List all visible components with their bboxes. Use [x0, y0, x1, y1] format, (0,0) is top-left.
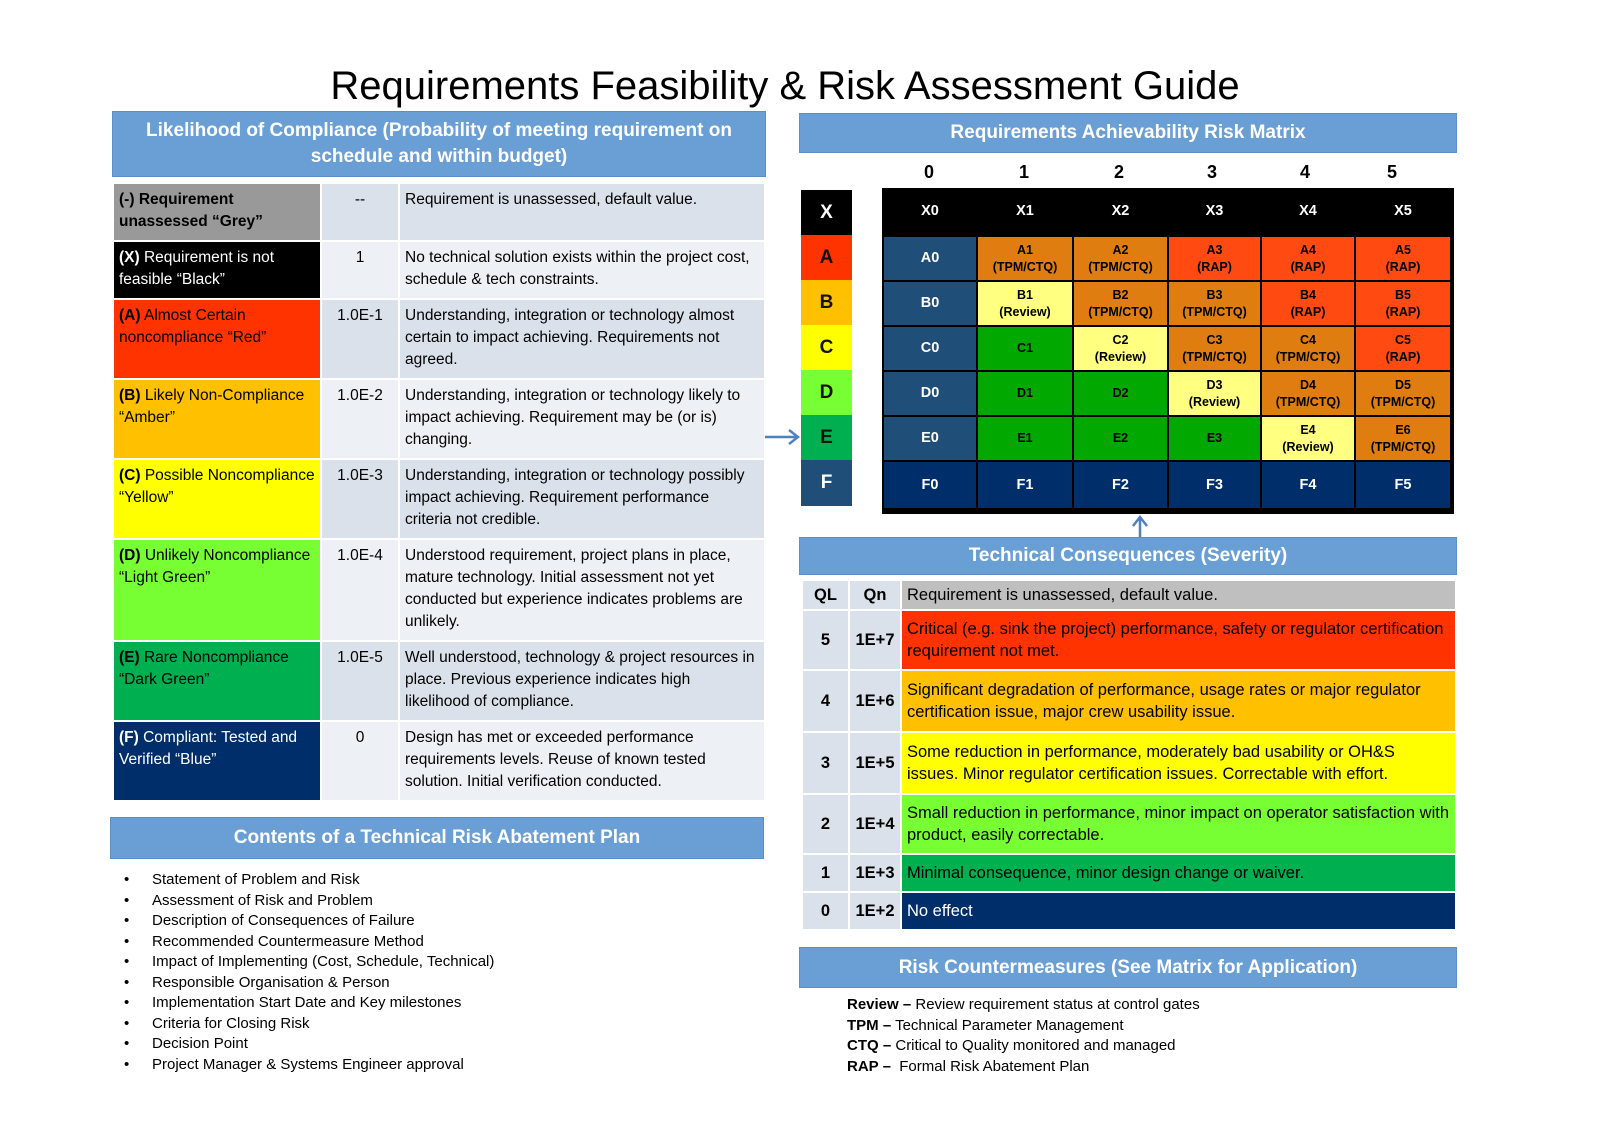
likelihood-probability: 0: [321, 721, 399, 801]
matrix-cell-content: [1386, 287, 1421, 321]
matrix-cell-id: B3: [1206, 287, 1223, 302]
matrix-cell-content: [921, 203, 939, 220]
matrix-column-number: 5: [1386, 162, 1397, 182]
matrix-cell-content: [1395, 477, 1412, 494]
matrix-cell-content: [1371, 377, 1436, 411]
matrix-cell-content: [921, 385, 940, 402]
matrix-cell: [978, 372, 1072, 415]
likelihood-level: [113, 721, 321, 801]
countermeasure-item: [847, 1016, 1200, 1037]
matrix-cell-countermeasure: (TPM/CTQ): [992, 259, 1058, 274]
matrix-row-label: B: [801, 280, 852, 326]
matrix-cell-id: B4: [1300, 287, 1316, 302]
matrix-cell-content: [1017, 385, 1033, 402]
matrix-cell-id: F0: [921, 476, 939, 493]
matrix-cell-id: F2: [1112, 476, 1129, 493]
likelihood-label: Likely Non-Compliance “Amber”: [119, 387, 305, 426]
matrix-column-number: 3: [1206, 162, 1217, 182]
likelihood-label: Compliant: Tested and Verified “Blue”: [119, 729, 298, 768]
matrix-row-label: F: [801, 460, 852, 506]
abatement-item: • Recommended Countermeasure Method: [122, 932, 494, 953]
likelihood-row: [113, 459, 765, 539]
matrix-column-number: 0: [923, 162, 934, 182]
qn-column-header: Qn: [849, 580, 901, 610]
matrix-row-label: E: [801, 415, 852, 461]
likelihood-row: [113, 539, 765, 641]
matrix-cell-id: D0: [920, 385, 940, 401]
matrix-cell-id: A3: [1206, 242, 1223, 257]
matrix-cell-countermeasure: (RAP): [1385, 304, 1421, 319]
consequence-row: [802, 892, 1456, 930]
matrix-row-label: C: [801, 325, 852, 371]
matrix-column-number: 1: [1018, 162, 1029, 182]
countermeasure-definition: Formal Risk Abatement Plan: [890, 1057, 1090, 1075]
countermeasure-definition: Technical Parameter Management: [891, 1016, 1124, 1034]
matrix-cell-countermeasure: (TPM/CTQ): [1275, 349, 1341, 364]
matrix-cell-countermeasure: (TPM/CTQ): [1182, 349, 1247, 364]
likelihood-description: Understanding, integration or technology likely to impact achieving. Requirement may be (or is) changing.: [399, 379, 765, 459]
consequence-ql: 5: [802, 610, 849, 670]
likelihood-description: No technical solution exists within the project cost, schedule & tech constraints.: [399, 241, 765, 299]
matrix-cell-id: X3: [1205, 203, 1224, 219]
matrix-cell-id: C5: [1395, 332, 1411, 347]
consequence-description: Small reduction in performance, minor impact on operator satisfaction with product, easily correctable.: [901, 794, 1456, 854]
consequences-table: [801, 579, 1457, 931]
matrix-cell-id: E1: [1017, 431, 1033, 445]
likelihood-level: [113, 539, 321, 641]
matrix-cell-content: [1282, 422, 1333, 456]
matrix-cell-content: [1113, 430, 1128, 447]
consequences-header-row: [802, 580, 1456, 610]
matrix-cell-content: [1291, 242, 1326, 276]
likelihood-probability: 1.0E-4: [321, 539, 399, 641]
matrix-cell-content: [999, 287, 1050, 321]
matrix-cell-id: B2: [1112, 287, 1129, 302]
matrix-cell-content: [1394, 203, 1412, 220]
consequence-qn: 1E+5: [849, 732, 901, 794]
unassessed-description: Requirement is unassessed, default value.: [901, 580, 1456, 610]
matrix-cell-id: E3: [1206, 431, 1223, 445]
matrix-cell-content: [1299, 203, 1317, 220]
matrix-cell-content: [1017, 340, 1033, 357]
matrix-cell: [978, 327, 1072, 370]
matrix-cell-content: [1112, 477, 1129, 494]
likelihood-level: [113, 641, 321, 721]
matrix-cell-id: X4: [1299, 203, 1317, 219]
likelihood-description: Well understood, technology & project resources in place. Previous experience indicates high likelihood of compliance.: [399, 641, 765, 721]
matrix-cell-countermeasure: (Review): [1188, 394, 1241, 409]
matrix-cell-id: D4: [1300, 377, 1316, 392]
consequence-description: Significant degradation of performance, usage rates or major regulator certification issue, major crew usability issue.: [901, 670, 1456, 732]
matrix-cell: [1074, 372, 1167, 415]
matrix-cell-id: A1: [1017, 242, 1033, 257]
matrix-cell-content: [1300, 477, 1317, 494]
matrix-cell-content: [1276, 377, 1341, 411]
consequence-row: [802, 670, 1456, 732]
matrix-cell: [1169, 282, 1260, 325]
matrix-header: [799, 113, 1457, 153]
abatement-header-text: Contents of a Technical Risk Abatement Plan: [233, 827, 641, 848]
matrix-cell: [1262, 237, 1354, 280]
abatement-item: • Decision Point: [122, 1034, 494, 1055]
matrix-cell-id: D5: [1395, 377, 1411, 392]
matrix-cell: [978, 282, 1072, 325]
likelihood-label: Almost Certain noncompliance “Red”: [119, 307, 267, 346]
matrix-cell: [1074, 237, 1167, 280]
abatement-item: • Implementation Start Date and Key milestones: [122, 993, 494, 1014]
matrix-column-number: 4: [1299, 162, 1310, 182]
matrix-cell: [1356, 462, 1450, 508]
consequence-description: No effect: [901, 892, 1456, 930]
likelihood-code: (B): [119, 387, 141, 404]
matrix-cell: [978, 190, 1072, 233]
likelihood-label: Requirement unassessed “Grey”: [119, 191, 263, 230]
abatement-item: • Description of Consequences of Failure: [122, 911, 494, 932]
countermeasure-item: [847, 1036, 1200, 1057]
likelihood-code: (D): [119, 547, 141, 564]
consequence-row: [802, 854, 1456, 892]
countermeasures-header: [799, 947, 1457, 988]
matrix-cell-id: F3: [1206, 476, 1223, 493]
matrix-cell-content: [1276, 332, 1341, 366]
matrix-cell-content: [922, 477, 939, 494]
likelihood-code: (-): [119, 191, 135, 208]
likelihood-description: Requirement is unassessed, default value.: [399, 183, 765, 241]
consequence-qn: 1E+3: [849, 854, 901, 892]
consequence-ql: 1: [802, 854, 849, 892]
matrix-cell-content: [1017, 477, 1034, 494]
matrix-cell-countermeasure: (TPM/CTQ): [1275, 394, 1341, 409]
likelihood-probability: 1.0E-5: [321, 641, 399, 721]
consequence-row: [802, 794, 1456, 854]
abatement-item: • Criteria for Closing Risk: [122, 1014, 494, 1035]
countermeasure-item: [847, 995, 1200, 1016]
matrix-cell-id: E0: [921, 430, 939, 446]
abatement-list: [122, 870, 494, 1075]
matrix-cell-id: D3: [1206, 377, 1223, 392]
page-title: Requirements Feasibility & Risk Assessment Guide: [330, 64, 1240, 108]
likelihood-code: (C): [119, 467, 141, 484]
matrix-cell: [884, 327, 976, 370]
countermeasure-term: CTQ –: [847, 1037, 892, 1054]
matrix-cell-content: [1017, 430, 1032, 447]
matrix-cell-id: F4: [1299, 476, 1317, 493]
consequences-header-text: Technical Consequences (Severity): [968, 545, 1288, 566]
matrix-cell-content: [1206, 477, 1223, 494]
matrix-cell-content: [921, 250, 940, 267]
likelihood-code: (E): [119, 649, 140, 666]
matrix-cell-content: [921, 340, 940, 357]
consequence-description: Minimal consequence, minor design change or waiver.: [901, 854, 1456, 892]
likelihood-level: [113, 459, 321, 539]
matrix-cell-content: [993, 242, 1058, 276]
matrix-cell: [1074, 417, 1167, 460]
matrix-header-text: Requirements Achievability Risk Matrix: [950, 122, 1306, 143]
matrix-cell-countermeasure: (RAP): [1385, 349, 1421, 364]
matrix-cell-id: X1: [1016, 203, 1034, 219]
abatement-item: • Impact of Implementing (Cost, Schedule, Technical): [122, 952, 494, 973]
consequence-row: [802, 610, 1456, 670]
matrix-cell-content: [1291, 287, 1326, 321]
matrix-cell-countermeasure: (RAP): [1385, 259, 1421, 274]
matrix-cell: [1074, 282, 1167, 325]
matrix-cell: [1356, 327, 1450, 370]
matrix-cell: [978, 417, 1072, 460]
matrix-cell-countermeasure: (TPM/CTQ): [1088, 304, 1153, 319]
matrix-cell-content: [1088, 242, 1153, 276]
ql-column-header: QL: [802, 580, 849, 610]
matrix-cell-content: [1112, 203, 1130, 220]
matrix-cell-content: [1182, 287, 1247, 321]
matrix-cell-countermeasure: (RAP): [1290, 304, 1326, 319]
abatement-item: • Responsible Organisation & Person: [122, 973, 494, 994]
matrix-cell-countermeasure: (TPM/CTQ): [1182, 304, 1247, 319]
matrix-cell-countermeasure: (Review): [999, 304, 1051, 319]
likelihood-level: [113, 379, 321, 459]
matrix-cell-id: F1: [1016, 476, 1034, 493]
matrix-cell-content: [1197, 242, 1232, 276]
matrix-cell-content: [1207, 430, 1222, 447]
likelihood-probability: --: [321, 183, 399, 241]
matrix-cell: [1074, 327, 1167, 370]
matrix-cell-countermeasure: (RAP): [1197, 259, 1232, 274]
consequence-ql: 4: [802, 670, 849, 732]
matrix-cell-id: A2: [1112, 242, 1129, 257]
matrix-cell: [1169, 327, 1260, 370]
matrix-cell: [1169, 237, 1260, 280]
consequences-header: [799, 537, 1457, 575]
matrix-cell-id: C0: [920, 340, 940, 356]
countermeasure-item: [847, 1057, 1200, 1078]
matrix-cell-countermeasure: (RAP): [1290, 259, 1326, 274]
matrix-cell: [1074, 462, 1167, 508]
matrix-cell-content: [1386, 332, 1421, 366]
matrix-cell: [1262, 417, 1354, 460]
matrix-cell-content: [921, 430, 939, 447]
matrix-cell-id: X5: [1394, 203, 1412, 219]
matrix-cell: [884, 237, 976, 280]
matrix-cell: [884, 190, 976, 233]
matrix-cell: [1262, 372, 1354, 415]
matrix-cell-id: B0: [920, 295, 940, 311]
consequence-row: [802, 732, 1456, 794]
likelihood-row: [113, 183, 765, 241]
matrix-cell: [1356, 282, 1450, 325]
matrix-cell: [1074, 190, 1167, 233]
matrix-cell-id: X2: [1111, 203, 1130, 219]
likelihood-code: (A): [119, 307, 141, 324]
likelihood-label: Unlikely Noncompliance “Light Green”: [119, 547, 311, 586]
countermeasure-definition: Critical to Quality monitored and managed: [891, 1037, 1176, 1054]
matrix-cell-countermeasure: (TPM/CTQ): [1370, 394, 1436, 409]
matrix-cell: [884, 417, 976, 460]
likelihood-probability: 1.0E-2: [321, 379, 399, 459]
matrix-cell-id: A5: [1395, 242, 1411, 257]
matrix-row-label: D: [801, 370, 852, 416]
likelihood-level: [113, 241, 321, 299]
countermeasure-definition: Review requirement status at control gates: [911, 996, 1200, 1013]
matrix-cell: [884, 372, 976, 415]
risk-matrix: [882, 188, 1454, 514]
matrix-cell-id: B1: [1017, 287, 1033, 302]
countermeasure-definitions: [847, 995, 1200, 1077]
consequence-description: Critical (e.g. sink the project) performance, safety or regulator certification requirement not met.: [901, 610, 1456, 670]
matrix-cell: [978, 237, 1072, 280]
matrix-row-label: A: [801, 235, 852, 281]
likelihood-header-text: Likelihood of Compliance (Probability of meeting requirement on schedule and within budget): [146, 120, 732, 167]
matrix-cell: [1262, 190, 1354, 233]
arrow-right-icon: [763, 427, 801, 447]
likelihood-row: [113, 641, 765, 721]
matrix-cell-id: A4: [1300, 242, 1316, 257]
matrix-cell-countermeasure: (TPM/CTQ): [1088, 259, 1153, 274]
consequence-qn: 1E+2: [849, 892, 901, 930]
matrix-cell-id: C3: [1206, 332, 1223, 347]
matrix-cell: [1356, 372, 1450, 415]
matrix-cell-id: B5: [1395, 287, 1411, 302]
matrix-column-number: 2: [1113, 162, 1124, 182]
likelihood-header: [112, 111, 766, 177]
likelihood-row: [113, 721, 765, 801]
matrix-cell-id: X0: [921, 203, 939, 219]
matrix-cell-content: [1371, 422, 1436, 456]
likelihood-probability: 1: [321, 241, 399, 299]
matrix-cell-content: [1088, 287, 1153, 321]
matrix-cell: [1262, 327, 1354, 370]
abatement-item: • Statement of Problem and Risk: [122, 870, 494, 891]
matrix-cell-id: A0: [920, 250, 940, 266]
matrix-cell-content: [1016, 203, 1034, 220]
matrix-cell: [1169, 190, 1260, 233]
consequence-qn: 1E+4: [849, 794, 901, 854]
matrix-cell: [884, 462, 976, 508]
consequence-description: Some reduction in performance, moderately bad usability or OH&S issues. Minor regulator certification issues. Correctable with effort.: [901, 732, 1456, 794]
matrix-cell: [1169, 462, 1260, 508]
abatement-item: • Project Manager & Systems Engineer approval: [122, 1055, 494, 1076]
matrix-cell: [1262, 282, 1354, 325]
matrix-cell: [1262, 462, 1354, 508]
countermeasure-term: RAP –: [847, 1057, 891, 1075]
abatement-header: [110, 817, 764, 859]
likelihood-label: Possible Noncompliance “Yellow”: [119, 467, 315, 506]
matrix-cell-id: C4: [1300, 332, 1316, 347]
likelihood-description: Understanding, integration or technology possibly impact achieving. Requirement performance criteria not credible.: [399, 459, 765, 539]
matrix-cell-id: F5: [1394, 476, 1412, 493]
likelihood-description: Understood requirement, project plans in place, mature technology. Initial assessment not yet conducted but experience indicates problems are unlikely.: [399, 539, 765, 641]
matrix-cell-id: E2: [1112, 431, 1129, 445]
matrix-cell-id: E6: [1395, 422, 1411, 437]
matrix-cell-content: [1189, 377, 1240, 411]
likelihood-probability: 1.0E-1: [321, 299, 399, 379]
likelihood-description: Understanding, integration or technology almost certain to impact achieving. Requirements not agreed.: [399, 299, 765, 379]
matrix-cell: [1169, 417, 1260, 460]
matrix-cell-id: C1: [1017, 341, 1033, 355]
matrix-cell: [1169, 372, 1260, 415]
consequence-ql: 3: [802, 732, 849, 794]
countermeasure-term: Review –: [847, 996, 912, 1013]
consequence-ql: 0: [802, 892, 849, 930]
matrix-cell-content: [921, 295, 940, 312]
matrix-row-label: X: [801, 190, 852, 236]
likelihood-code: (X): [119, 249, 140, 266]
likelihood-row: [113, 241, 765, 299]
matrix-cell: [1356, 237, 1450, 280]
matrix-cell-content: [1206, 203, 1224, 220]
matrix-cell-id: C2: [1112, 332, 1129, 347]
consequence-qn: 1E+7: [849, 610, 901, 670]
matrix-cell-id: D1: [1017, 386, 1033, 400]
matrix-cell-countermeasure: (Review): [1094, 349, 1147, 364]
abatement-item: • Assessment of Risk and Problem: [122, 891, 494, 912]
matrix-cell-content: [1182, 332, 1247, 366]
matrix-cell-id: D2: [1112, 386, 1129, 400]
likelihood-row: [113, 379, 765, 459]
matrix-cell: [1356, 190, 1450, 233]
likelihood-level: [113, 299, 321, 379]
matrix-cell-content: [1095, 332, 1146, 366]
likelihood-row: [113, 299, 765, 379]
likelihood-label: Requirement is not feasible “Black”: [119, 249, 275, 288]
consequence-qn: 1E+6: [849, 670, 901, 732]
countermeasures-header-text: Risk Countermeasures (See Matrix for Application): [898, 956, 1358, 978]
likelihood-level: [113, 183, 321, 241]
likelihood-probability: 1.0E-3: [321, 459, 399, 539]
matrix-cell-content: [1113, 385, 1129, 402]
consequence-ql: 2: [802, 794, 849, 854]
matrix-cell-countermeasure: (TPM/CTQ): [1370, 439, 1436, 454]
matrix-cell: [978, 462, 1072, 508]
matrix-cell-content: [1386, 242, 1421, 276]
matrix-cell-id: E4: [1300, 422, 1316, 437]
likelihood-description: Design has met or exceeded performance requirements levels. Reuse of known tested solution. Initial verification conducted.: [399, 721, 765, 801]
matrix-cell-countermeasure: (Review): [1282, 439, 1334, 454]
matrix-cell: [884, 282, 976, 325]
likelihood-label: Rare Noncompliance “Dark Green”: [119, 649, 289, 688]
countermeasure-term: TPM –: [847, 1016, 892, 1034]
matrix-cell: [1356, 417, 1450, 460]
likelihood-code: (F): [119, 729, 139, 746]
likelihood-table: [112, 182, 766, 802]
